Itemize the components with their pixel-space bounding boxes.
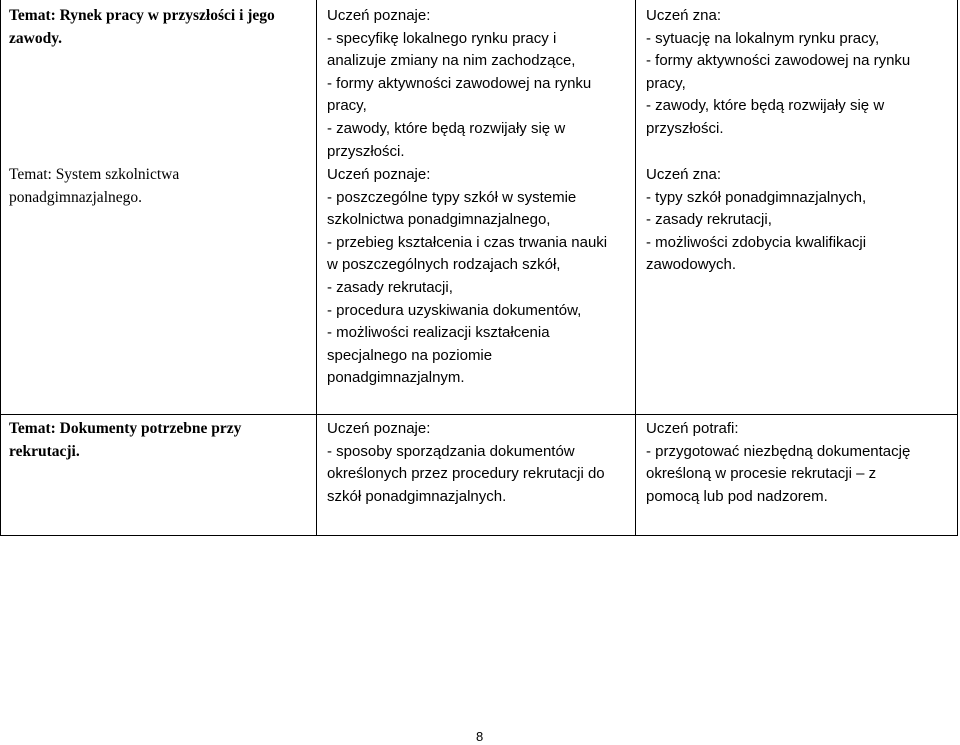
knowledge-line: specjalnego na poziomie [327, 346, 493, 364]
knowledge-line: - formy aktywności zawodowej na rynku [327, 74, 592, 92]
knowledge-line: - zasady rekrutacji, [327, 278, 453, 296]
column-divider-1 [316, 0, 317, 536]
outcome-line: - formy aktywności zawodowej na rynku [646, 52, 911, 70]
knowledge-line: przyszłości. [327, 142, 405, 160]
table-border-right [957, 0, 958, 536]
knowledge-heading: Uczeń poznaje: [327, 420, 431, 437]
knowledge-line: - procedura uzyskiwania dokumentów, [327, 301, 582, 319]
row-divider-1 [0, 414, 958, 415]
table-row-1-knowledge [327, 5, 629, 163]
topic-line: zawody. [9, 29, 62, 47]
outcome-heading: Uczeń potrafi: [646, 420, 739, 437]
outcome-line: przyszłości. [646, 119, 724, 137]
knowledge-line: - poszczególne typy szkół w systemie [327, 188, 577, 206]
table-border-bottom [0, 535, 958, 536]
page-number: 8 [476, 729, 484, 744]
outcome-line: - możliwości zdobycia kwalifikacji [646, 233, 867, 251]
outcome-heading: Uczeń zna: [646, 166, 722, 183]
knowledge-line: szkół ponadgimnazjalnych. [327, 487, 507, 505]
knowledge-line: określonych przez procedury rekrutacji do [327, 465, 605, 483]
knowledge-line: - zawody, które będą rozwijały się w [327, 119, 566, 137]
knowledge-line: - możliwości realizacji kształcenia [327, 324, 550, 342]
knowledge-line: ponadgimnazjalnym. [327, 369, 465, 387]
topic-line: Temat: Rynek pracy w przyszłości i jego [9, 7, 275, 24]
outcome-line: - zasady rekrutacji, [646, 211, 772, 229]
outcome-line: - sytuację na lokalnym rynku pracy, [646, 29, 880, 47]
topic-line: rekrutacji. [9, 442, 80, 460]
outcome-line: - zawody, które będą rozwijały się w [646, 97, 885, 115]
outcome-line: określoną w procesie rekrutacji – z [646, 465, 877, 483]
knowledge-line: - przebieg kształcenia i czas trwania nauki [327, 233, 608, 251]
table-row-1-outcomes [646, 5, 952, 141]
table-row-1-topic [9, 5, 309, 50]
table-row-3-knowledge [327, 418, 629, 508]
knowledge-line: - sposoby sporządzania dokumentów [327, 442, 575, 460]
outcome-line: - przygotować niezbędną dokumentację [646, 442, 911, 460]
knowledge-line: szkolnictwa ponadgimnazjalnego, [327, 211, 551, 229]
table-row-2-topic [9, 164, 309, 209]
knowledge-line: analizuje zmiany na nim zachodzące, [327, 52, 576, 70]
topic-line: Temat: System szkolnictwa [9, 166, 180, 183]
topic-line: Temat: Dokumenty potrzebne przy [9, 420, 242, 437]
outcome-line: zawodowych. [646, 256, 737, 274]
knowledge-heading: Uczeń poznaje: [327, 7, 431, 24]
outcome-heading: Uczeń zna: [646, 7, 722, 24]
knowledge-line: w poszczególnych rodzajach szkół, [327, 256, 561, 274]
topic-line: ponadgimnazjalnego. [9, 188, 142, 206]
table-row-2-outcomes [646, 164, 952, 277]
column-divider-2 [635, 0, 636, 536]
outcome-line: - typy szkół ponadgimnazjalnych, [646, 188, 867, 206]
table-border-left [0, 0, 1, 536]
knowledge-heading: Uczeń poznaje: [327, 166, 431, 183]
outcome-line: pomocą lub pod nadzorem. [646, 487, 828, 505]
table-row-3-topic [9, 418, 309, 463]
outcome-line: pracy, [646, 74, 686, 92]
knowledge-line: - specyfikę lokalnego rynku pracy i [327, 29, 557, 47]
table-row-3-outcomes [646, 418, 952, 508]
knowledge-line: pracy, [327, 97, 367, 115]
table-row-2-knowledge [327, 164, 629, 390]
